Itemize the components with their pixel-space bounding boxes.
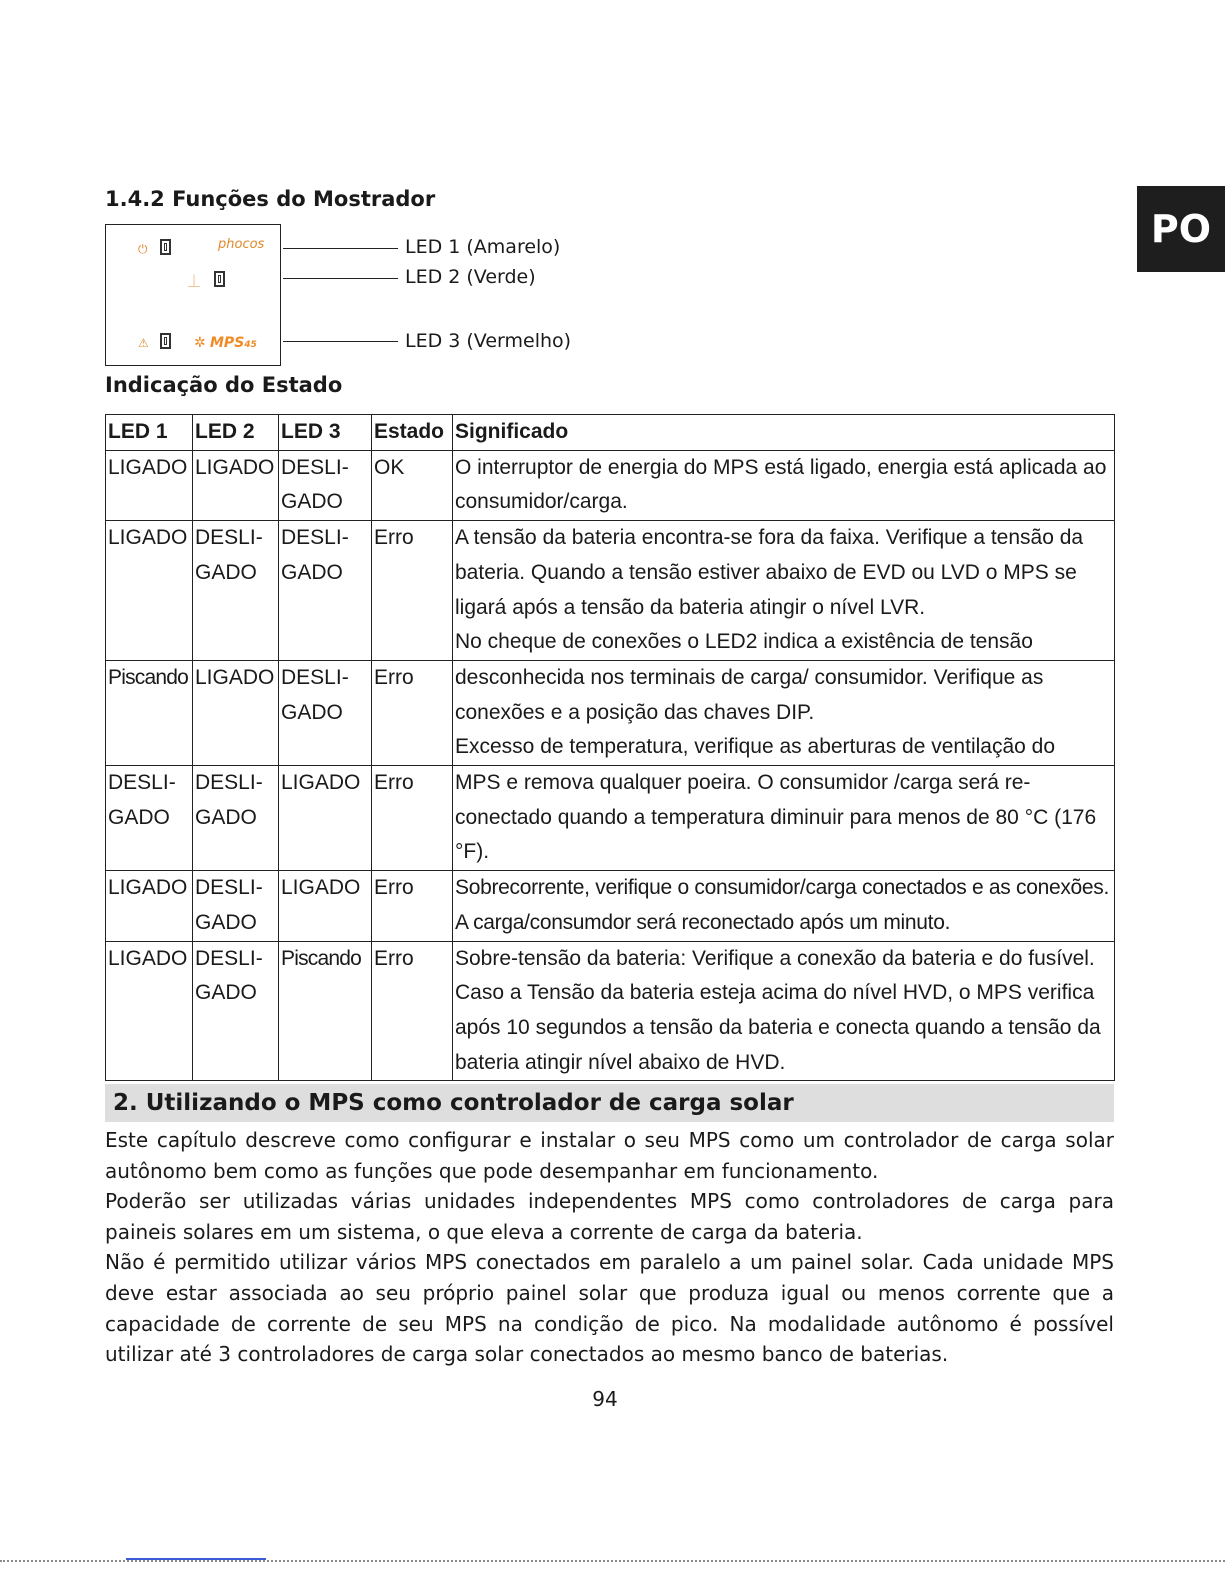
cell-led1: Piscando	[106, 660, 193, 765]
brand-logo: phocos	[218, 237, 265, 252]
table-row	[106, 941, 1115, 1081]
table-row	[106, 660, 1115, 765]
cell-state: Erro	[372, 871, 453, 941]
callout-line-led2	[283, 278, 398, 279]
led3-indicator	[160, 333, 171, 349]
status-table	[105, 414, 1115, 1081]
paragraph: Este capítulo descreve como configurar e instalar o seu MPS como um controlador de carga solar autônomo bem como as funções que pode desempanhar em funcionamento.	[105, 1128, 1114, 1183]
power-icon: ⏻	[138, 242, 148, 256]
cell-led3: DESLI- GADO	[279, 660, 372, 765]
paragraph: Não é permitido utilizar vários MPS conectados em paralelo a um painel solar. Cada unidade MPS deve estar associada ao seu próprio painel solar que produza igual ou menos corrente que a capacidade de corrente de seu MPS na condição de pico. Na modalidade autônomo é possível utilizar até 3 controladores de carga solar conectados ao mesmo banco de baterias.	[105, 1250, 1114, 1367]
header-state: Estado	[372, 415, 453, 451]
callout-led1: LED 1 (Amarelo)	[405, 236, 561, 258]
callout-line-led1	[283, 248, 398, 249]
header-meaning: Significado	[453, 415, 1115, 451]
cell-state: Erro	[372, 660, 453, 765]
model-logo: MPS45	[210, 335, 257, 351]
page-number: 94	[592, 1387, 618, 1411]
cell-led2: DESLI- GADO	[193, 766, 279, 871]
cell-led2: DESLI- GADO	[193, 521, 279, 661]
led1-indicator	[160, 239, 171, 255]
cell-meaning: A tensão da bateria encontra-se fora da faixa. Verifique a tensão da bateria. Quando a tensão estiver abaixo de EVD ou LVD o MPS se ligará após a tensão da bateria atingir o nível LVR. No cheque de conexões o LED2 indica a existência de tensão	[453, 521, 1115, 661]
cell-meaning: desconhecida nos terminais de carga/ consumidor. Verifique as conexões e a posição das chaves DIP. Excesso de temperatura, verifique as aberturas de ventilação do	[453, 660, 1115, 765]
cell-meaning: O interruptor de energia do MPS está ligado, energia está aplicada ao consumidor/carga.	[453, 450, 1115, 520]
language-tab: PO	[1137, 186, 1225, 272]
cell-meaning: Sobrecorrente, verifique o consumidor/carga conectados e as conexões. A carga/consumdor será reconectado após um minuto.	[453, 871, 1115, 941]
header-led2: LED 2	[193, 415, 279, 451]
cell-led1: LIGADO	[106, 450, 193, 520]
gear-logo-icon: ✲	[194, 335, 206, 351]
table-header-row	[106, 415, 1115, 451]
cell-led1: LIGADO	[106, 871, 193, 941]
callout-line-led3	[283, 341, 398, 342]
cell-state: Erro	[372, 941, 453, 1081]
cell-led2: LIGADO	[193, 660, 279, 765]
cell-led3: DESLI- GADO	[279, 450, 372, 520]
cell-state: OK	[372, 450, 453, 520]
table-row	[106, 450, 1115, 520]
header-led3: LED 3	[279, 415, 372, 451]
table-row	[106, 871, 1115, 941]
table-row	[106, 766, 1115, 871]
cell-led1: LIGADO	[106, 521, 193, 661]
cell-led2: DESLI- GADO	[193, 871, 279, 941]
led2-indicator	[214, 271, 225, 287]
cell-led3: Piscando	[279, 941, 372, 1081]
page-bottom-highlight	[126, 1558, 266, 1560]
callout-led3: LED 3 (Vermelho)	[405, 330, 572, 352]
header-led1: LED 1	[106, 415, 193, 451]
warning-icon: ⚠	[138, 336, 149, 350]
cell-meaning: Sobre-tensão da bateria: Verifique a conexão da bateria e do fusível. Caso a Tensão da bateria esteja acima do nível HVD, o MPS verifica após 10 segundos a tensão da bateria e conecta quando a tensão da bateria atingir nível abaixo de HVD.	[453, 941, 1115, 1081]
cell-led1: DESLI- GADO	[106, 766, 193, 871]
table-row	[106, 521, 1115, 661]
callout-led2: LED 2 (Verde)	[405, 266, 536, 288]
cell-led2: DESLI- GADO	[193, 941, 279, 1081]
page-bottom-divider	[0, 1560, 1225, 1562]
cell-led3: LIGADO	[279, 766, 372, 871]
body-text	[105, 1125, 1114, 1370]
cell-led2: LIGADO	[193, 450, 279, 520]
cell-meaning: MPS e remova qualquer poeira. O consumidor /carga será re-conectado quando a temperatura diminuir para menos de 80 °C (176 °F).	[453, 766, 1115, 871]
section-2-heading: 2. Utilizando o MPS como controlador de carga solar	[105, 1084, 1114, 1122]
status-indication-heading: Indicação do Estado	[105, 373, 343, 397]
cell-led3: LIGADO	[279, 871, 372, 941]
cell-state: Erro	[372, 521, 453, 661]
cell-led3: DESLI- GADO	[279, 521, 372, 661]
display-panel-diagram	[105, 224, 281, 366]
cell-led1: LIGADO	[106, 941, 193, 1081]
solar-panel-icon: ⏊	[188, 274, 201, 288]
section-heading-display-functions: 1.4.2 Funções do Mostrador	[105, 187, 436, 211]
cell-state: Erro	[372, 766, 453, 871]
paragraph: Poderão ser utilizadas várias unidades independentes MPS como controladores de carga para paineis solares em um sistema, o que eleva a corrente de carga da bateria.	[105, 1189, 1114, 1244]
